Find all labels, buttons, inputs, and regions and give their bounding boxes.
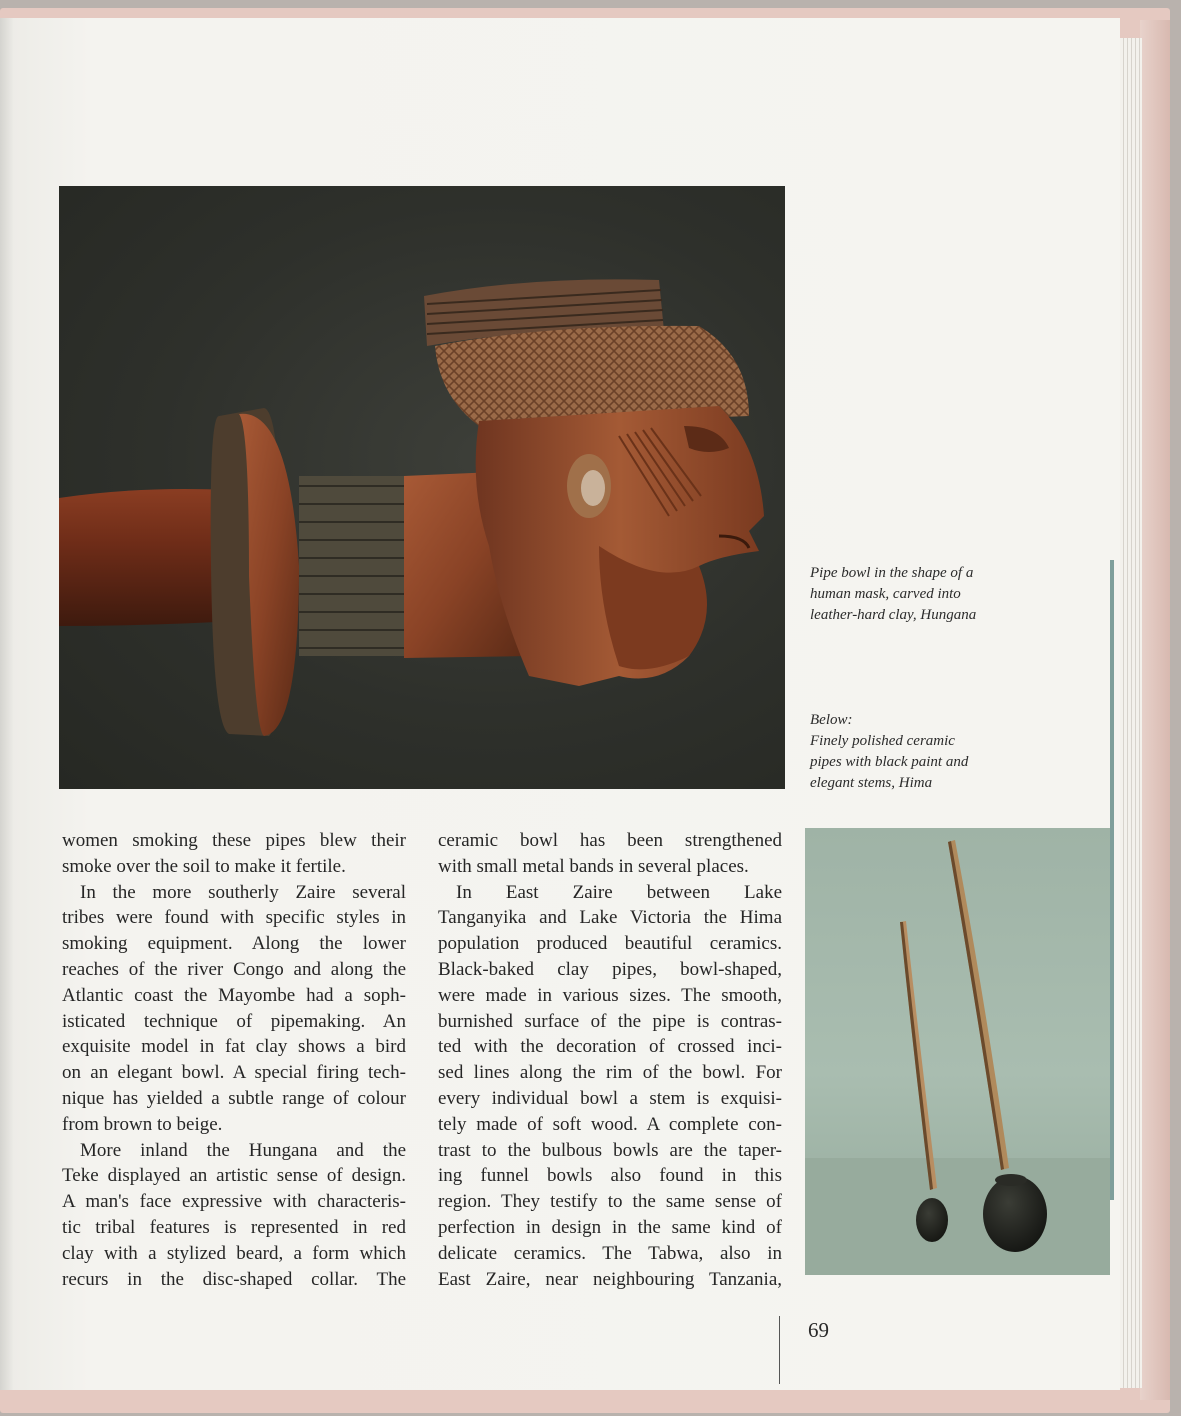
text-line: In the more southerly Zaire several [80, 881, 406, 903]
text-line: perfection in design in the same kind of [438, 1216, 782, 1238]
text-line: tely made of soft wood. A complete con- [438, 1113, 782, 1135]
text-line: Black-baked clay pipes, bowl-shaped, [438, 958, 782, 980]
text-line: clay with a stylized beard, a form which [62, 1242, 406, 1264]
text-line: region. They testify to the same sense of [438, 1191, 782, 1213]
text-line: Teke displayed an artistic sense of design. [62, 1165, 406, 1187]
text-line: smoking equipment. Along the lower [62, 933, 406, 955]
text-line: Atlantic coast the Mayombe had a soph- [62, 984, 406, 1006]
text-line: isticated technique of pipemaking. An [62, 1010, 406, 1032]
text-line: More inland the Hungana and the [80, 1139, 406, 1161]
text-line: were made in various sizes. The smooth, [438, 984, 782, 1006]
caption-line: Pipe bowl in the shape of a [810, 565, 974, 581]
caption-line: human mask, carved into [810, 586, 961, 602]
margin-rule [1110, 560, 1114, 1200]
text-line: East Zaire, near neighbouring Tanzania, [438, 1268, 782, 1290]
gutter-shadow [0, 18, 14, 1390]
text-line: population produced beautiful ceramics. [438, 933, 782, 955]
text-line: ted with the decoration of crossed inci- [438, 1036, 782, 1058]
text-line: ceramic bowl has been strengthened [438, 830, 782, 851]
text-line: from brown to beige. [62, 1113, 223, 1135]
text-line: tic tribal features is represented in red [62, 1216, 406, 1238]
text-column-right [438, 828, 782, 1292]
caption-line: Below: [810, 712, 853, 728]
text-line: Tanganyika and Lake Victoria the Hima [438, 907, 782, 929]
caption-line: pipes with black paint and [810, 754, 969, 770]
text-line: delicate ceramics. The Tabwa, also in [438, 1242, 782, 1264]
text-line: on an elegant bowl. A special firing tech- [62, 1062, 406, 1084]
text-column-left [62, 828, 406, 1292]
text-line: exquisite model in fat clay shows a bird [62, 1036, 406, 1058]
text-line: trast to the bulbous bowls are the taper- [438, 1139, 782, 1161]
text-line: every individual bowl a stem is exquisi- [438, 1087, 782, 1109]
text-line: reaches of the river Congo and along the [62, 958, 406, 980]
text-line: sed lines along the rim of the bowl. For [438, 1062, 782, 1084]
caption-line: elegant stems, Hima [810, 775, 933, 791]
text-line: In East Zaire between Lake [456, 881, 782, 903]
caption-line: Finely polished ceramic [810, 733, 955, 749]
folio-rule [779, 1316, 780, 1384]
text-line: nique has yielded a subtle range of colour [62, 1087, 406, 1109]
text-line: tribes were found with specific styles in [62, 907, 406, 929]
photo-caption-top [810, 563, 1010, 626]
pipe-bowl-mask-photo [59, 186, 785, 789]
text-line: burnished surface of the pipe is contras- [438, 1010, 782, 1032]
cover-edge [1140, 20, 1170, 1400]
ceramic-pipes-photo [805, 828, 1110, 1275]
caption-line: leather-hard clay, Hungana [810, 607, 977, 623]
text-line: smoke over the soil to make it fertile. [62, 855, 346, 877]
page-number: 69 [808, 1318, 829, 1342]
photo-caption-below [810, 710, 1010, 794]
text-line: A man's face expressive with characteris- [62, 1191, 406, 1213]
text-line: women smoking these pipes blew their [62, 830, 406, 851]
text-line: recurs in the disc-shaped collar. The [62, 1268, 406, 1290]
text-line: with small metal bands in several places. [438, 855, 749, 877]
text-line: ing funnel bowls also found in this [438, 1165, 782, 1187]
